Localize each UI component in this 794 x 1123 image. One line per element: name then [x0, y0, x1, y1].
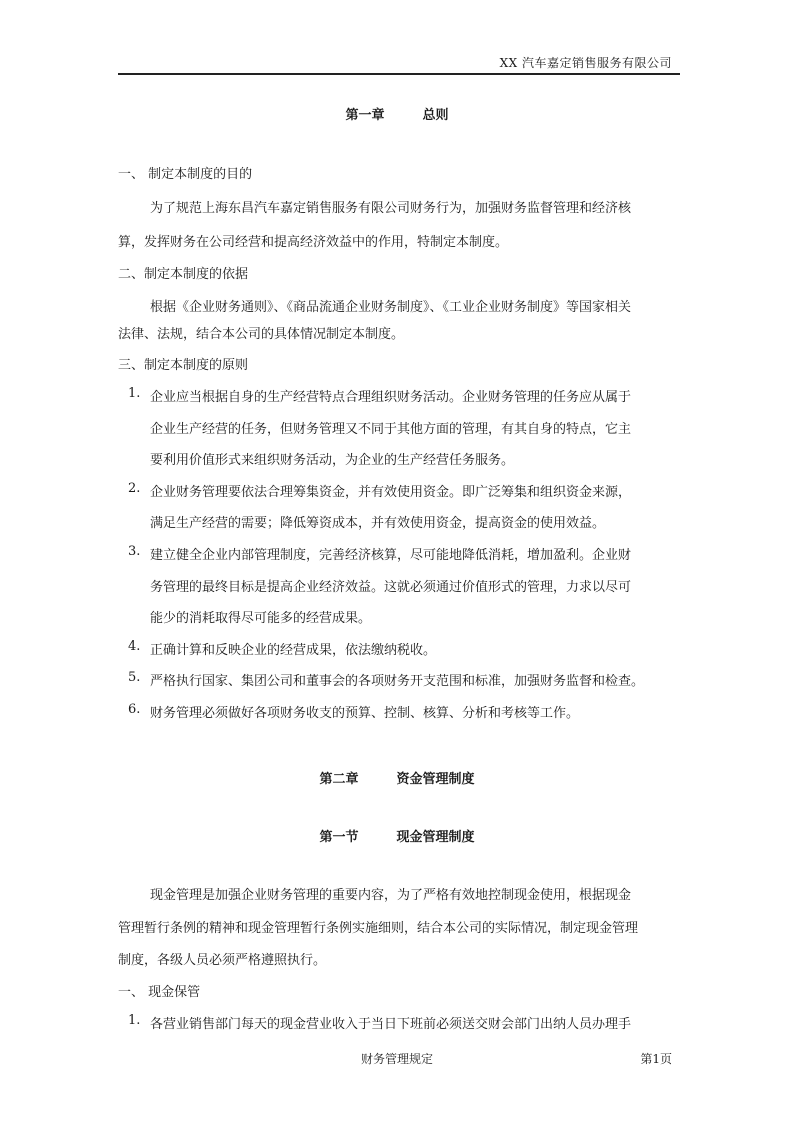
cash-heading: 一、 现金保管 [118, 985, 201, 1000]
section-3-heading: 三、制定本制度的原则 [118, 358, 249, 373]
cash-paragraph-line: 管理暂行条例的精神和现金管理暂行条例实施细则，结合本公司的实际情况，制定现金管理 [118, 921, 639, 936]
footer-title: 财务管理规定 [360, 1052, 433, 1066]
list-item-line: 务管理的最终目标是提高企业经济效益。这就必须通过价值形式的管理，力求以尽可 [150, 580, 632, 595]
list-item-line: 各营业销售部门每天的现金营业收入于当日下班前必须送交财会部门出纳人员办理手 [150, 1017, 632, 1032]
chapter-1-title [0, 104, 794, 123]
list-item-line: 企业财务管理要依法合理筹集资金，并有效使用资金。即广泛筹集和组织资金来源， [150, 485, 632, 500]
cash-paragraph-line: 现金管理是加强企业财务管理的重要内容，为了严格有效地控制现金使用，根据现金 [150, 888, 632, 903]
header-rule [118, 73, 680, 75]
list-item-line: 企业应当根据自身的生产经营特点合理组织财务活动。企业财务管理的任务应从属于 [150, 390, 632, 405]
list-item-number: 2. [128, 481, 141, 496]
list-item-number: 1. [128, 1013, 141, 1028]
list-item-line: 企业生产经营的任务，但财务管理又不同于其他方面的管理，有其自身的特点，它主 [150, 422, 632, 437]
list-item-number: 6. [128, 702, 141, 717]
section-2-heading: 二、制定本制度的依据 [118, 267, 249, 282]
list-item-number: 4. [128, 639, 141, 654]
list-item-line: 满足生产经营的需要；降低筹资成本，并有效使用资金，提高资金的使用效益。 [150, 516, 606, 531]
section-2-paragraph-line: 根据《企业财务通则》、《商品流通企业财务制度》、《工业企业财务制度》等国家相关 [150, 300, 632, 315]
list-item-number: 1. [128, 386, 141, 401]
chapter-2-label: 第二章 [319, 772, 359, 787]
list-item-number: 5. [128, 670, 141, 685]
list-item-number: 3. [128, 544, 141, 559]
section-1-heading: 一、 制定本制度的目的 [118, 167, 253, 182]
list-item-line: 要利用价值形式来组织财务活动，为企业的生产经营任务服务。 [150, 453, 515, 468]
list-item-line: 严格执行国家、集团公司和董事会的各项财务开支范围和标准，加强财务监督和检查。 [150, 674, 645, 689]
list-item-line: 能少的消耗取得尽可能多的经营成果。 [150, 611, 372, 626]
section-1-label: 第一节 [319, 830, 359, 845]
chapter-2-name: 资金管理制度 [396, 772, 475, 787]
chapter-1-name: 总则 [422, 108, 449, 123]
footer-page-number: 第1页 [640, 1052, 672, 1066]
cash-paragraph-line: 制度，各级人员必须严格遵照执行。 [118, 953, 327, 968]
header-company-name: XX 汽车嘉定销售服务有限公司 [499, 56, 672, 70]
chapter-2-title [0, 768, 794, 787]
chapter-1-label: 第一章 [345, 108, 385, 123]
section-1-paragraph-line: 算，发挥财务在公司经营和提高经济效益中的作用，特制定本制度。 [118, 235, 509, 250]
list-item-line: 财务管理必须做好各项财务收支的预算、控制、核算、分析和考核等工作。 [150, 706, 580, 721]
list-item-line: 正确计算和反映企业的经营成果，依法缴纳税收。 [150, 643, 437, 658]
section-2-paragraph-line: 法律、法规，结合本公司的具体情况制定本制度。 [118, 327, 405, 342]
section-1-paragraph-line: 为了规范上海东昌汽车嘉定销售服务有限公司财务行为，加强财务监督管理和经济核 [150, 201, 632, 216]
list-item-line: 建立健全企业内部管理制度，完善经济核算，尽可能地降低消耗，增加盈利。企业财 [150, 548, 632, 563]
section-1-name: 现金管理制度 [396, 830, 475, 845]
section-1-title [0, 826, 794, 845]
